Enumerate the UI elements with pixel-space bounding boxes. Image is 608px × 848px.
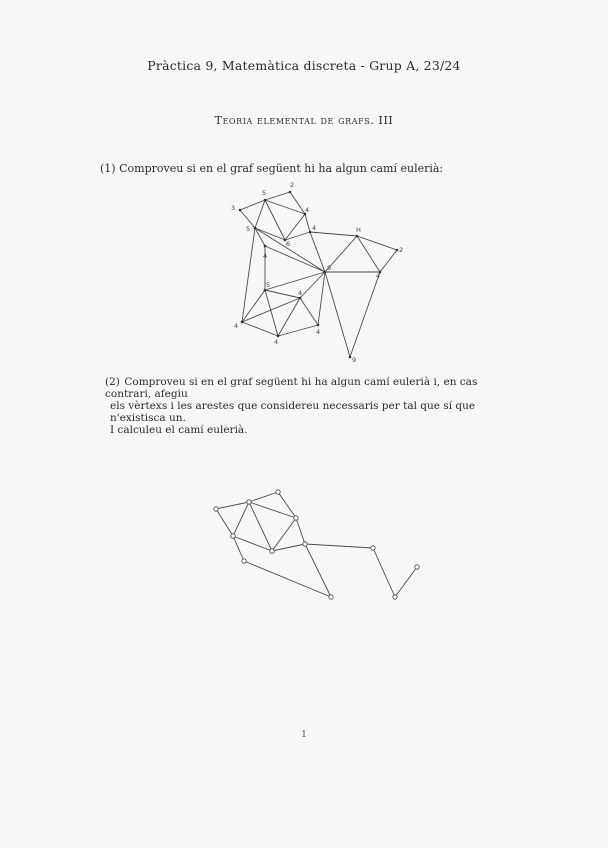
title-text: Teoria elemental de grafs. III	[214, 114, 394, 127]
vertex-label: 6	[286, 240, 291, 248]
question-1-text: Comproveu si en el graf següent hi ha algun camí eulerià:	[119, 162, 444, 175]
vertex-label: 8	[327, 264, 332, 272]
vertex-label: 9	[352, 356, 357, 364]
vertex-label: 5	[246, 225, 251, 233]
vertex-label: 4	[312, 224, 317, 232]
vertex-label: 5	[266, 281, 271, 289]
page-number: 1	[301, 730, 307, 740]
question-2-number: (2)	[105, 376, 120, 388]
graph-1	[231, 181, 403, 364]
vertex-label: 4	[305, 206, 310, 214]
page-header: Pràctica 9, Matemàtica discreta - Grup A, 23/24	[147, 58, 461, 73]
question-2	[105, 376, 525, 436]
question-2-line-3: I calculeu el camí eulerià.	[110, 424, 248, 436]
vertex-label: 4	[263, 252, 268, 260]
vertex-label: 5	[262, 189, 267, 197]
vertex-label: 2	[290, 181, 295, 189]
vertex-label: 4	[298, 289, 303, 297]
question-2-line-1	[105, 376, 525, 400]
vertex-label: 3	[231, 204, 236, 212]
graph-2	[214, 490, 419, 599]
question-1-number: (1)	[100, 162, 116, 175]
vertex-label: 4	[316, 328, 321, 336]
question-2-text-1: Comproveu si en el graf següent hi ha algun camí eulerià i, en cas contrari, afegiu	[105, 376, 478, 400]
vertex-label: 4	[234, 322, 239, 330]
vertex-label: 4	[274, 338, 279, 346]
question-2-line-2: els vèrtexs i les arestes que considereu necessaris per tal que sí que n'existisca un.	[110, 400, 476, 424]
vertex-label: H	[356, 226, 361, 234]
vertex-label: 2	[399, 246, 404, 254]
vertex-label: 4	[376, 272, 381, 280]
